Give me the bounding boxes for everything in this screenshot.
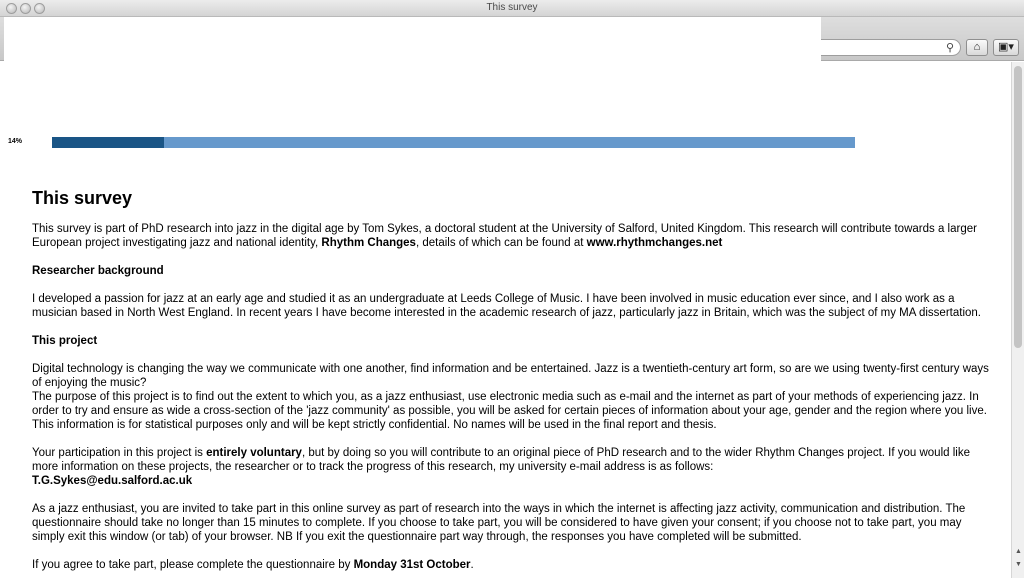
- deadline-date: Monday 31st October: [353, 559, 471, 571]
- participation-text: Your participation in this project is: [32, 447, 207, 459]
- page-title: This survey: [32, 188, 133, 208]
- voluntary-emphasis: entirely voluntary: [206, 447, 302, 459]
- progress-bar-fill: [52, 137, 164, 148]
- invitation-paragraph: As a jazz enthusiast, you are invited to take part in this online survey as part of research into the ways in which the internet is affecting jazz activity, communication and distribution. The questionnaire should take no longer than 15 minutes to complete. If you choose to take part, you will be considered to have given your consent; if you choose not to take part, you may simply exit this window (or tab) of your browser. NB If you exit the questionnaire part way through, the responses you have completed will be submitted.: [32, 503, 966, 543]
- search-input[interactable]: [821, 39, 961, 56]
- progress-bar: [52, 137, 855, 148]
- deadline-text-2: .: [470, 559, 474, 571]
- participation-text-2: , but by doing so you will contribute to an original piece of PhD research and to the wider Rhythm Changes project. If you would like more information on these projects, the researcher or to track the progress of this research, my university e-mail address is as follows:: [32, 447, 970, 473]
- scroll-down-arrow-icon[interactable]: ▼: [1015, 561, 1022, 568]
- rhythm-changes-link[interactable]: www.rhythmchanges.net: [586, 237, 723, 249]
- intro-text-2: , details of which can be found at: [415, 237, 587, 249]
- deadline-paragraph: [32, 558, 992, 572]
- rhythm-changes-name: Rhythm Changes: [321, 237, 416, 249]
- project-paragraph-1: Digital technology is changing the way we communicate with one another, find information and be entertained. Jazz is a twentieth-century art form, so are we using twenty-first century ways of enjoying the music?: [32, 363, 989, 389]
- intro-paragraph: [32, 222, 992, 250]
- browser-toolbar: [0, 17, 1024, 61]
- researcher-email[interactable]: T.G.Sykes@edu.salford.ac.uk: [32, 475, 193, 487]
- search-icon[interactable]: ⚲: [945, 42, 954, 54]
- window-titlebar: [0, 0, 1024, 17]
- deadline-text: If you agree to take part, please complete the questionnaire by: [32, 559, 354, 571]
- this-project-heading: This project: [32, 335, 98, 347]
- vertical-scrollbar[interactable]: [1011, 62, 1024, 578]
- progress-percent: 14%: [8, 138, 23, 145]
- project-paragraph-2: The purpose of this project is to find out the extent to which you, as a jazz enthusiast, use electronic media such as e-mail and the internet as part of your methods of experiencing jazz. In order to try and ensure as wide a cross-section of the 'jazz community' as possible, you will be asked for certain pieces of information about your age, gender and the region where you live. This information is for statistical purposes only and will be kept strictly confidential. No names will be used in the final report and thesis.: [32, 391, 987, 431]
- scrollbar-thumb[interactable]: [1014, 66, 1022, 348]
- toolbar-blank-area: [4, 17, 821, 61]
- home-icon: ⌂: [973, 41, 981, 53]
- researcher-background-heading: Researcher background: [32, 265, 164, 277]
- bookmarks-button[interactable]: [993, 39, 1019, 56]
- intro-text: This survey is part of PhD research into jazz in the digital age by Tom Sykes, a doctoral student at the University of Salford, United Kingdom. This research will contribute towards a larger European project investigating jazz and national identity,: [32, 223, 977, 249]
- participation-paragraph: [32, 446, 992, 474]
- window-title: This survey: [486, 2, 538, 13]
- survey-content: [32, 188, 992, 572]
- scroll-up-arrow-icon[interactable]: ▲: [1015, 548, 1022, 555]
- bookmarks-icon: ▣▾: [998, 41, 1014, 53]
- home-button[interactable]: [966, 39, 988, 56]
- researcher-background-paragraph: I developed a passion for jazz at an early age and studied it as an undergraduate at Leeds College of Music. I have been involved in music education ever since, and I also work as a musician based in North West England. In recent years I have become interested in the academic research of jazz, particularly jazz in Britain, which was the subject of my MA dissertation.: [32, 293, 981, 319]
